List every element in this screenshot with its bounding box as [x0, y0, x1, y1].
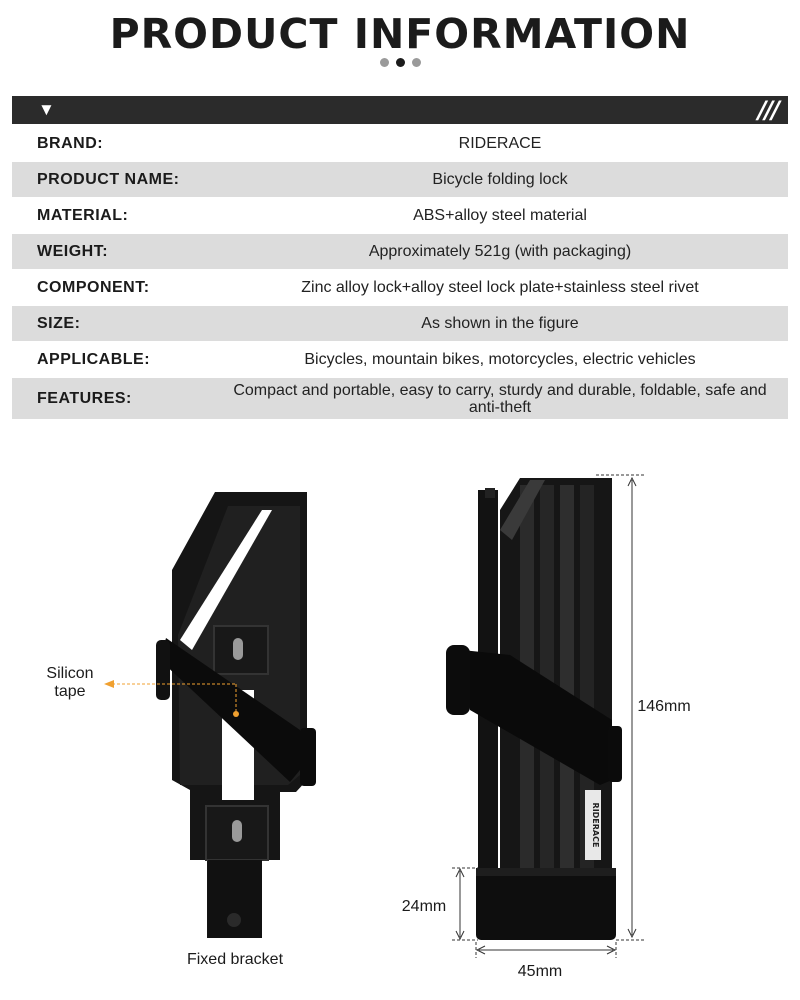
page-dot [412, 58, 421, 67]
spec-value: Bicycles, mountain bikes, motorcycles, electric vehicles [304, 351, 696, 368]
spec-label: SIZE: [37, 314, 81, 332]
spec-row-weight [12, 234, 788, 269]
height-dimension-label: 146mm [637, 698, 691, 715]
spec-label: FEATURES: [37, 389, 132, 407]
fixed-bracket-caption: Fixed bracket [186, 951, 284, 968]
folding-lock-image [446, 478, 622, 940]
spec-label: COMPONENT: [37, 278, 150, 296]
spec-label: PRODUCT NAME: [37, 170, 180, 188]
product-figure [0, 440, 800, 1000]
spec-label: WEIGHT: [37, 242, 109, 260]
brand-mark-label: RIDERACE [591, 802, 600, 848]
spec-value: Bicycle folding lock [432, 171, 568, 188]
spec-row-product-name [12, 162, 788, 197]
spec-value: ABS+alloy steel material [413, 207, 587, 224]
width-dimension-label: 45mm [517, 963, 563, 980]
page-title: PRODUCT INFORMATION [109, 10, 691, 58]
spec-label: APPLICABLE: [37, 350, 151, 368]
spec-value: Compact and portable, easy to carry, sturdy and durable, foldable, safe and anti-theft [233, 381, 767, 416]
spec-value: RIDERACE [458, 135, 542, 152]
base-height-dimension-label: 24mm [401, 898, 447, 915]
slashes-icon: /// [757, 96, 778, 124]
spec-label: BRAND: [37, 134, 104, 152]
spec-value: Approximately 521g (with packaging) [368, 243, 632, 260]
spec-row-applicable [12, 342, 788, 377]
spec-row-material [12, 198, 788, 233]
spec-label: MATERIAL: [37, 206, 129, 224]
spec-value: As shown in the figure [421, 315, 579, 332]
page-dot [380, 58, 389, 67]
spec-table [12, 126, 788, 420]
triangle-down-icon: ▼ [38, 100, 55, 119]
product-illustration [0, 440, 800, 1000]
section-header-bar [12, 96, 788, 124]
spec-row-features [12, 378, 788, 419]
spec-value: Zinc alloy lock+alloy steel lock plate+stainless steel rivet [301, 279, 699, 296]
silicon-tape-label: Silicon tape [46, 665, 94, 700]
spec-row-size [12, 306, 788, 341]
pagination-dots [0, 58, 800, 67]
spec-row-component [12, 270, 788, 305]
spec-row-brand [12, 126, 788, 161]
page-dot-active [396, 58, 405, 67]
